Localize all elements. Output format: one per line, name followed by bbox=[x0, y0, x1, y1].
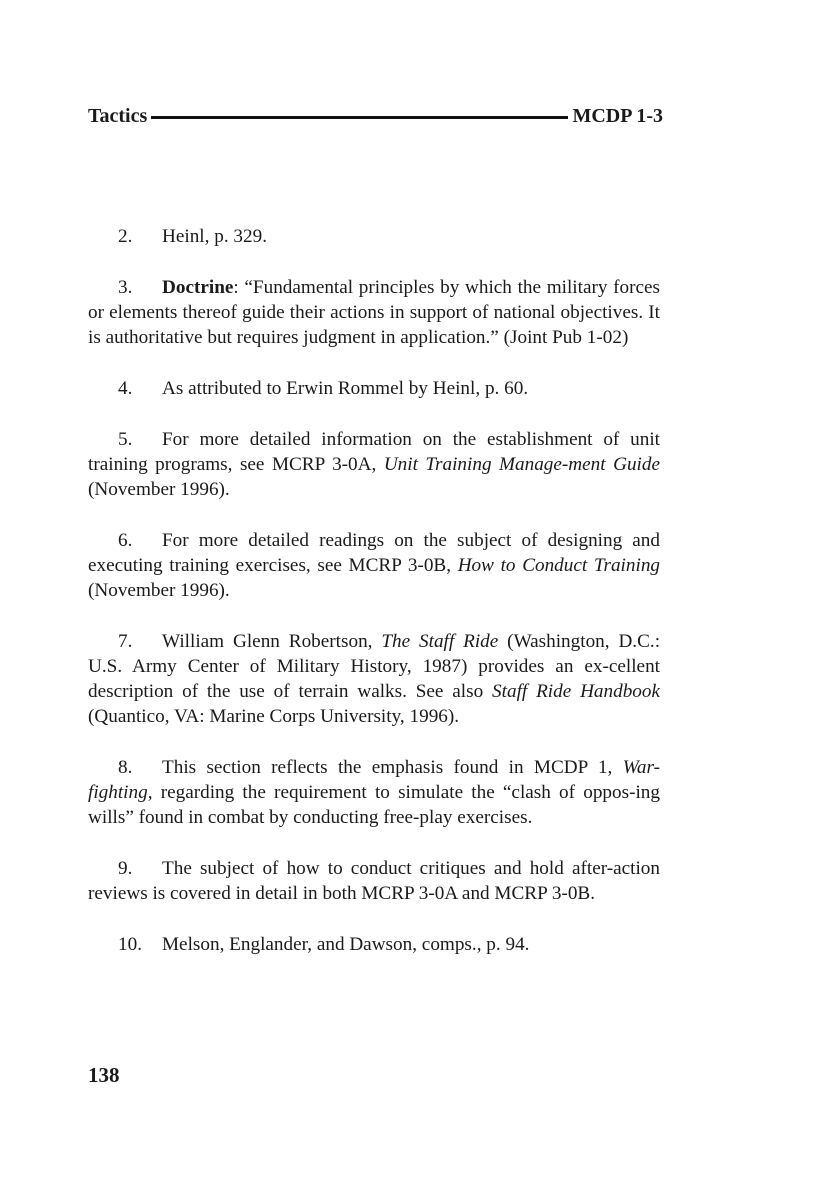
endnote-text-end: regarding the requirement to simulate the “clash of oppos-ing wills” found in combat by conducting free-play exercises. bbox=[88, 782, 660, 828]
endnote-text: This section reflects the emphasis found in MCDP 1, bbox=[162, 757, 623, 778]
endnote-cited-title: Unit Training Manage-ment Guide bbox=[383, 454, 660, 475]
endnote-text-middle: (Washington, D.C.: U.S. Army Center of Military History, 1987) provides an ex-cellent description of the use of terrain walks. See also bbox=[88, 631, 661, 702]
endnote-number: 3. bbox=[118, 277, 133, 298]
endnote-10 bbox=[88, 932, 660, 957]
endnote-4 bbox=[88, 376, 660, 401]
endnote-number: 9. bbox=[118, 858, 133, 879]
endnote-number: 4. bbox=[118, 378, 133, 399]
running-header bbox=[88, 101, 663, 131]
endnote-cited-title-2: Staff Ride Handbook bbox=[492, 681, 661, 702]
endnote-text: The subject of how to conduct critiques and hold after-action reviews is covered in detail in both MCRP 3-0A and MCRP 3-0B. bbox=[88, 858, 660, 904]
endnote-text: : “Fundamental principles by which the military forces or elements thereof guide their actions in support of national objectives. It is authoritative but requires judgment in application.” (Joint Pub 1-02) bbox=[88, 277, 660, 348]
endnote-term: Doctrine bbox=[162, 277, 234, 298]
endnote-cited-title: The Staff Ride bbox=[381, 631, 499, 652]
endnote-number: 6. bbox=[118, 530, 133, 551]
endnote-number: 7. bbox=[118, 631, 133, 652]
endnotes-list bbox=[88, 224, 660, 983]
endnote-text: William Glenn Robertson, bbox=[162, 631, 382, 652]
endnote-6 bbox=[88, 528, 660, 603]
endnote-text: Heinl, p. 329. bbox=[162, 226, 267, 247]
endnote-9 bbox=[88, 856, 660, 906]
endnote-number: 8. bbox=[118, 757, 133, 778]
header-publication-id: MCDP 1-3 bbox=[572, 104, 663, 127]
endnote-3 bbox=[88, 275, 660, 350]
endnote-8 bbox=[88, 755, 660, 830]
endnote-text-end: (November 1996). bbox=[88, 479, 230, 500]
endnote-text: For more detailed readings on the subject of designing and executing training exercises, see MCRP 3-0B, bbox=[88, 530, 660, 576]
endnote-text: For more detailed information on the establishment of unit training programs, see MCRP 3-0A, bbox=[88, 429, 660, 475]
endnote-text-end: (Quantico, VA: Marine Corps University, 1996). bbox=[88, 706, 460, 727]
endnote-number: 10. bbox=[118, 934, 142, 955]
endnote-number: 2. bbox=[118, 226, 133, 247]
endnote-cited-title: War-fighting, bbox=[88, 757, 660, 803]
endnote-text: Melson, Englander, and Dawson, comps., p. 94. bbox=[162, 934, 530, 955]
header-rule bbox=[151, 116, 568, 119]
endnote-cited-title: How to Conduct Training bbox=[457, 555, 661, 576]
endnote-text-end: (November 1996). bbox=[88, 580, 230, 601]
page-number: 138 bbox=[88, 1063, 120, 1087]
endnote-7 bbox=[88, 629, 660, 729]
endnote-number: 5. bbox=[118, 429, 133, 450]
header-section-title: Tactics bbox=[88, 104, 148, 127]
endnote-2 bbox=[88, 224, 660, 249]
endnote-text: As attributed to Erwin Rommel by Heinl, p. 60. bbox=[162, 378, 529, 399]
endnote-5 bbox=[88, 427, 660, 502]
